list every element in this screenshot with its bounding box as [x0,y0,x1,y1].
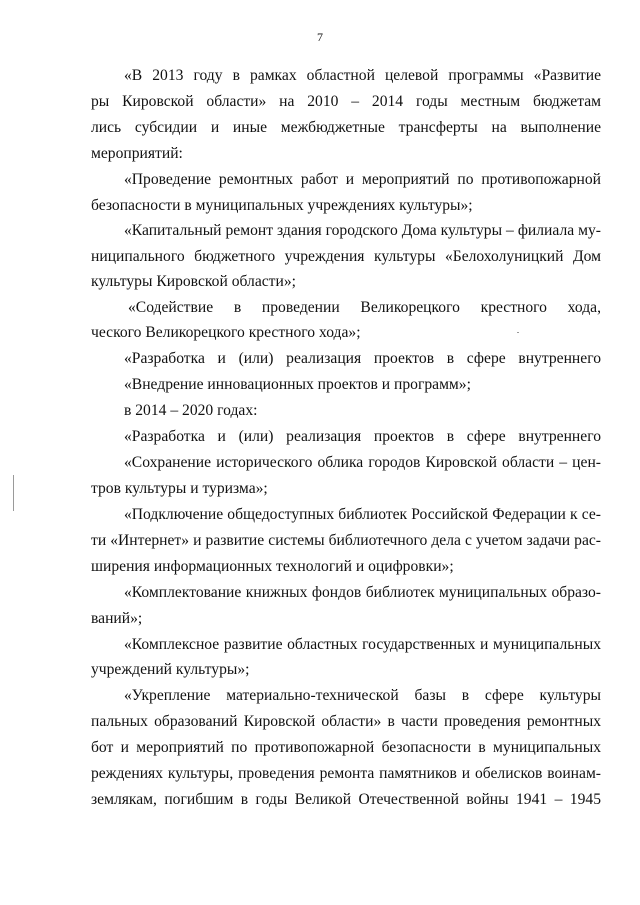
text-line: землякам, погибшим в годы Великой Отечественной войны 1941 – 1945 [91,791,601,808]
text-line: «Комплектование книжных фондов библиотек муниципальных образо- [124,584,601,601]
text-line: «Капитальный ремонт здания городского Дома культуры – филиала му- [124,222,601,239]
text-line: ниципального бюджетного учреждения культуры «Белохолуницкий Дом [91,248,601,265]
text-line: в 2014 – 2020 годах: [124,402,258,419]
text-line: ширения информационных технологий и оцифровки»; [91,558,454,575]
text-line: лись субсидии и иные межбюджетные трансферты на выполнение [91,119,601,136]
text-line: бот и мероприятий по противопожарной безопасности в муниципальных [91,739,601,756]
text-line: тров культуры и туризма»; [91,480,268,497]
scan-artifact-mark [13,475,14,511]
text-line: учреждений культуры»; [91,661,250,678]
text-line: реждениях культуры, проведения ремонта памятников и обелисков воинам- [91,765,601,782]
text-line: «Укрепление материально-технической базы в сфере культуры [124,687,601,704]
text-line: «Разработка и (или) реализация проектов в сфере внутреннего [124,350,601,367]
text-line: «Внедрение инновационных проектов и программ»; [124,376,471,393]
page-number: 7 [317,30,323,44]
text-line: «Подключение общедоступных библиотек Российской Федерации к се- [124,506,601,523]
text-line: культуры Кировской области»; [91,273,296,290]
text-line: «Сохранение исторического облика городов Кировской области – цен- [124,454,601,471]
text-line: мероприятий: [91,145,183,162]
text-line: ры Кировской области» на 2010 – 2014 годы местным бюджетам [91,93,601,110]
text-line: ти «Интернет» и развитие системы библиотечного дела с учетом задачи рас- [91,532,601,549]
text-line: ческого Великорецкого крестного хода»; [91,324,361,341]
text-line: «В 2013 году в рамках областной целевой программы «Развитие [124,67,601,84]
text-line: «Проведение ремонтных работ и мероприятий по противопожарной [124,171,601,188]
text-line: ваний»; [91,610,143,627]
scan-artifact-mark [517,332,519,333]
text-line: «Содействие в проведении Великорецкого крестного хода, [128,299,601,316]
text-line: «Разработка и (или) реализация проектов в сфере внутреннего [124,428,601,445]
text-line: пальных образований Кировской области» в части проведения ремонтных [91,713,601,730]
text-line: безопасности в муниципальных учреждениях культуры»; [91,197,473,214]
text-line: «Комплексное развитие областных государственных и муниципальных [124,636,601,653]
